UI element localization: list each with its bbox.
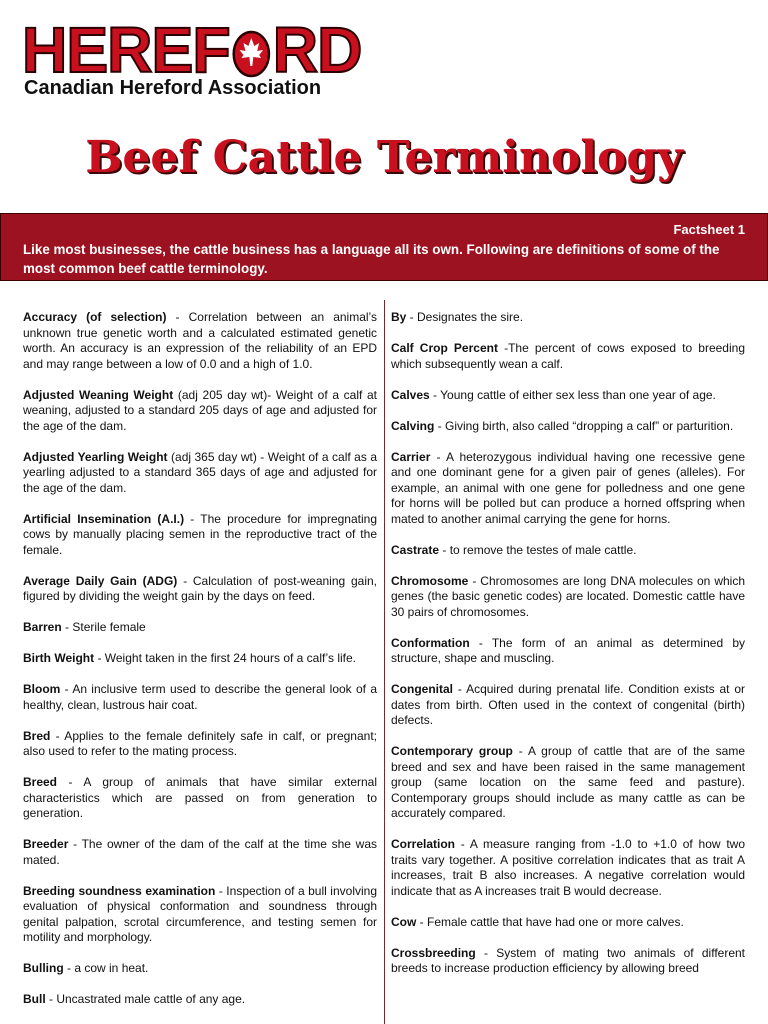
glossary-term: Average Daily Gain (ADG) bbox=[23, 573, 178, 588]
glossary-entry bbox=[391, 574, 745, 621]
glossary-term: Bred bbox=[23, 728, 51, 743]
glossary-term: By bbox=[391, 310, 407, 324]
column-divider bbox=[384, 300, 385, 1024]
glossary-term: Adjusted Yearling Weight bbox=[23, 449, 168, 464]
factsheet-label: Factsheet 1 bbox=[673, 222, 745, 237]
glossary-definition: - Chromosomes are long DNA molecules on which genes (the basic genetic codes) are located. Domestic cattle have 30 pairs of chromosomes. bbox=[391, 573, 745, 619]
glossary-definition: - Acquired during prenatal life. Condition exists at or dates from birth. Often used in the context of congenital (birth) defects. bbox=[391, 682, 745, 727]
glossary-entry bbox=[23, 620, 377, 636]
glossary-definition: - Sterile female bbox=[61, 620, 146, 634]
glossary-definition: - The procedure for impregnating cows by manually placing semen in the reproductive tract of the female. bbox=[23, 511, 377, 557]
glossary-term: Crossbreeding bbox=[391, 945, 476, 960]
glossary-term: Barren bbox=[23, 620, 62, 634]
glossary-definition: - A measure ranging from -1.0 to +1.0 of how two traits vary together. A positive correlation indicates that as trait A increases, trait B also increases. A negative correlation would indicate that as A increases trait B would decrease. bbox=[391, 837, 745, 898]
glossary-entry bbox=[391, 744, 745, 822]
glossary-term: Correlation bbox=[391, 837, 456, 851]
glossary-entry bbox=[23, 992, 377, 1008]
intro-banner bbox=[0, 213, 768, 281]
glossary-definition: - A group of animals that have similar external characteristics which are passed on from generation to generation. bbox=[23, 775, 377, 820]
glossary-definition: - Applies to the female definitely safe in calf, or pregnant; also used to refer to the mating process. bbox=[23, 728, 377, 758]
glossary-definition: - Young cattle of either sex less than one year of age. bbox=[429, 387, 716, 402]
glossary-entry bbox=[23, 775, 377, 822]
glossary-definition: - Designates the sire. bbox=[406, 310, 524, 324]
glossary-entry bbox=[23, 574, 377, 605]
maple-leaf-icon bbox=[232, 26, 271, 74]
glossary-entry bbox=[391, 310, 745, 326]
glossary-entry bbox=[23, 388, 377, 435]
glossary-entry bbox=[391, 388, 745, 404]
hereford-logo bbox=[22, 14, 362, 86]
glossary-term: Contemporary group bbox=[391, 744, 513, 758]
glossary-term: Calves bbox=[391, 387, 430, 402]
glossary-term: Artificial Insemination (A.I.) bbox=[23, 511, 185, 526]
glossary-definition: - A heterozygous individual having one recessive gene and one dominant gene for a given pair of genes (alleles). For example, an animal with one gene for polledness and one gene for horns will be polled but can produce a horned offspring when mated to another animal carrying the gene for horns. bbox=[391, 449, 745, 526]
glossary-term: Congenital bbox=[391, 682, 453, 696]
glossary-definition: - The owner of the dam of the calf at the time she was mated. bbox=[23, 837, 377, 867]
logo-text-part2: RD bbox=[272, 14, 362, 86]
glossary-definition: - Uncastrated male cattle of any age. bbox=[45, 992, 246, 1006]
glossary-entry bbox=[391, 682, 745, 729]
glossary-entry bbox=[391, 419, 745, 435]
glossary-term: Cow bbox=[391, 914, 417, 929]
glossary-term: Carrier bbox=[391, 449, 431, 464]
glossary-term: Conformation bbox=[391, 635, 470, 650]
logo-text-part1: HEREF bbox=[22, 14, 230, 86]
left-column bbox=[23, 310, 377, 1023]
association-name: Canadian Hereford Association bbox=[24, 77, 322, 99]
glossary-entry bbox=[391, 341, 745, 372]
glossary-entry bbox=[23, 837, 377, 868]
glossary-term: Calf Crop Percent bbox=[391, 341, 498, 355]
glossary-definition: - Female cattle that have had one or more calves. bbox=[416, 914, 684, 929]
glossary-entry bbox=[23, 310, 377, 372]
glossary-entry bbox=[23, 729, 377, 760]
glossary-definition: - Weight taken in the first 24 hours of a calf’s life. bbox=[94, 651, 357, 665]
glossary-definition: - The form of an animal as determined by structure, shape and muscling. bbox=[391, 635, 745, 665]
glossary-definition: -The percent of cows exposed to breeding which subsequently wean a calf. bbox=[391, 341, 745, 371]
glossary-term: Adjusted Weaning Weight bbox=[23, 387, 174, 402]
glossary-definition: - Giving birth, also called “dropping a calf” or parturition. bbox=[434, 418, 734, 433]
glossary-entry bbox=[391, 450, 745, 528]
glossary-term: Castrate bbox=[391, 542, 440, 557]
glossary-entry bbox=[23, 651, 377, 667]
glossary-definition: - a cow in heat. bbox=[63, 961, 149, 975]
glossary-definition: - Calculation of post-weaning gain, figured by dividing the weight gain by the days on feed. bbox=[23, 573, 377, 603]
glossary-entry bbox=[23, 884, 377, 946]
glossary-term: Bull bbox=[23, 992, 46, 1006]
glossary-term: Breeder bbox=[23, 837, 69, 851]
glossary-term: Breed bbox=[23, 775, 58, 789]
glossary-entry bbox=[23, 450, 377, 497]
glossary-definition: - A group of cattle that are of the same breed and sex and have been raised in the same management group (same location on the same feed and pasture). Contemporary groups should include as many cattle as can be accurately compared. bbox=[391, 744, 745, 820]
intro-text: Like most businesses, the cattle business has a language all its own. Following are definitions of some of the most common beef cattle terminology. bbox=[23, 242, 720, 276]
glossary-entry bbox=[391, 543, 745, 559]
glossary-entry bbox=[23, 682, 377, 713]
glossary-definition: - Correlation between an animal’s unknown true genetic worth and a calculated estimated genetic worth. An accuracy is an expression of the reliability of an EPD and may range between a low of 0.0 and a high of 1.0. bbox=[23, 310, 378, 371]
glossary-entry bbox=[391, 837, 745, 899]
glossary-definition: - System of mating two animals of different breeds to increase production efficiency by allowing breed bbox=[391, 945, 745, 975]
glossary-term: Calving bbox=[391, 418, 435, 433]
glossary-definition: - to remove the testes of male cattle. bbox=[439, 542, 637, 557]
glossary-entry bbox=[23, 961, 377, 977]
glossary-term: Bloom bbox=[23, 682, 61, 696]
right-column bbox=[391, 310, 745, 992]
page-title: Beef Cattle Terminology bbox=[85, 132, 683, 183]
glossary-entry bbox=[391, 636, 745, 667]
glossary-term: Bulling bbox=[23, 961, 64, 975]
glossary-definition: (adj 205 day wt)- Weight of a calf at weaning, adjusted to a standard 205 days of age and adjusted for the age of the dam. bbox=[23, 387, 378, 433]
glossary-term: Birth Weight bbox=[23, 651, 95, 665]
glossary-term: Chromosome bbox=[391, 573, 469, 588]
glossary-definition: - An inclusive term used to describe the general look of a healthy, clean, lustrous hair coat. bbox=[23, 682, 377, 712]
glossary-term: Breeding soundness examination bbox=[23, 883, 216, 898]
glossary-entry bbox=[23, 512, 377, 559]
glossary-entry bbox=[391, 946, 745, 977]
glossary-definition: - Inspection of a bull involving evaluation of physical conformation and soundness through genital palpation, scrotal circumference, and testing semen for motility and morphology. bbox=[23, 883, 377, 944]
glossary-definition: (adj 365 day wt) - Weight of a calf as a yearling adjusted to a standard 365 days of age and adjusted for the age of the dam. bbox=[23, 449, 377, 495]
glossary-term: Accuracy (of selection) bbox=[23, 310, 167, 324]
glossary-entry bbox=[391, 915, 745, 931]
